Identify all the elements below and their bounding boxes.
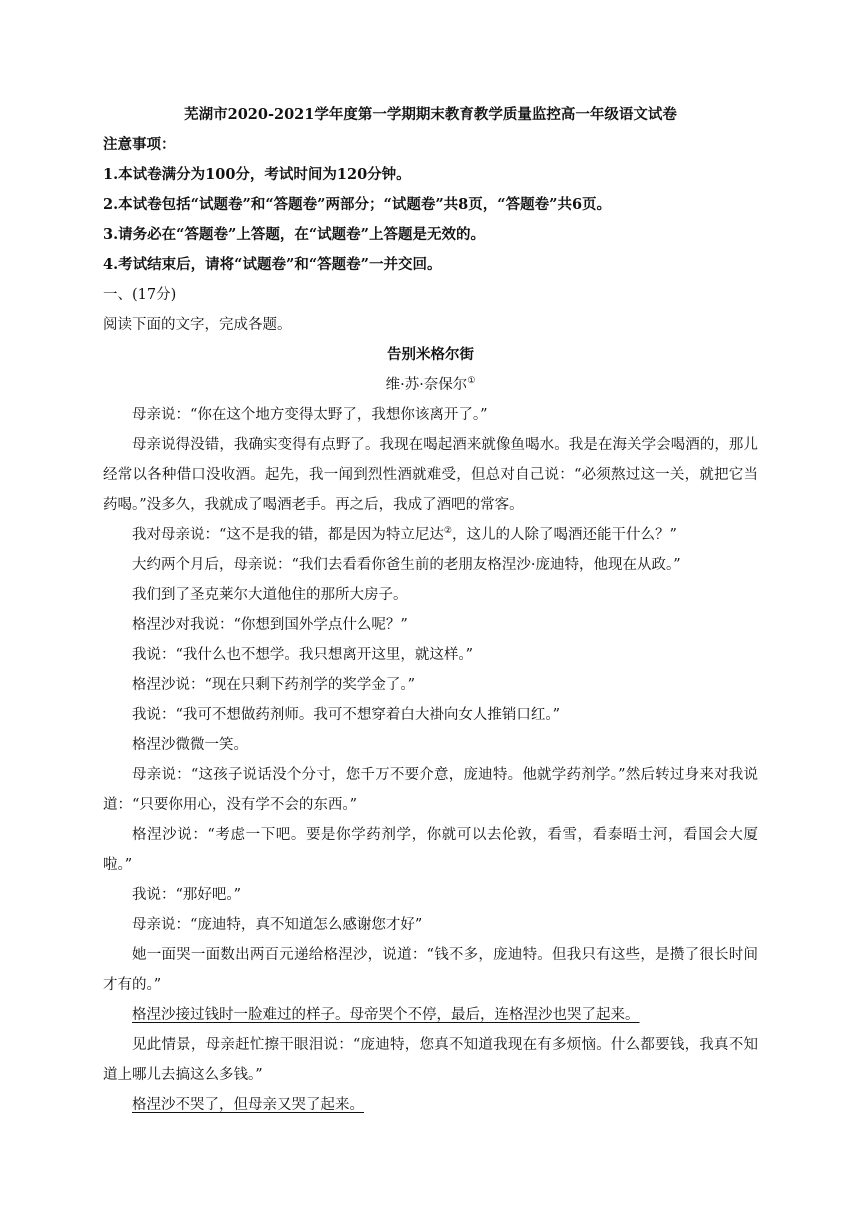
note-item: 1.本试卷满分为100分，考试时间为120分钟。 <box>103 166 411 183</box>
exam-title: 芜湖市2020-2021学年度第一学期期末教育教学质量监控高一年级语文试卷 <box>184 106 677 123</box>
page-content <box>103 100 758 1120</box>
story-paragraph: 格涅沙对我说：“你想到国外学点什么呢？” <box>132 617 408 633</box>
story-title: 告别米格尔街 <box>387 346 474 363</box>
note-item: 4.考试结束后，请将“试题卷”和“答题卷”一并交回。 <box>103 256 442 273</box>
story-paragraph: 母亲说：“这孩子说话没个分寸，您千万不要介意，庞迪特。他就学药剂学。”然后转过身来对我说道：“只要你用心，没有学不会的东西。” <box>103 767 758 813</box>
story-paragraph: 母亲说：“你在这个地方变得太野了，我想你该离开了。” <box>132 407 488 423</box>
story-paragraph: 母亲说得没错，我确实变得有点野了。我现在喝起酒来就像鱼喝水。我是在海关学会喝酒的，那儿经常以各种借口没收酒。起先，我一闻到烈性酒就难受，但总对自己说：“必须熬过这一关，就把它当药喝。”没多久，我就成了喝酒老手。再之后，我成了酒吧的常客。 <box>103 437 758 513</box>
story-paragraph: 我说：“那好吧。” <box>132 887 242 903</box>
paragraph-text: ，这儿的人除了喝酒还能干什么？” <box>452 527 677 543</box>
story-paragraph: 格涅沙微微一笑。 <box>132 737 248 753</box>
author-name: 维·苏·奈保尔 <box>385 377 468 393</box>
note-item: 3.请务必在“答题卷”上答题，在“试题卷”上答题是无效的。 <box>103 226 485 243</box>
story-paragraph: 大约两个月后，母亲说：“我们去看看你爸生前的老朋友格涅沙·庞迪特，他现在从政。” <box>132 557 681 573</box>
story-paragraph: 我说：“我可不想做药剂师。我可不想穿着白大褂向女人推销口红。” <box>132 707 561 723</box>
note-item: 2.本试卷包括“试题卷”和“答题卷”两部分；“试题卷”共8页，“答题卷”共6页。 <box>103 196 612 213</box>
story-paragraph: 我说：“我什么也不想学。我只想离开这里，就这样。” <box>132 647 474 663</box>
underlined-sentence: 格涅沙接过钱时一脸难过的样子。母帝哭个不停，最后，连格涅沙也哭了起来。 <box>132 1007 640 1023</box>
story-paragraph: 母亲说：“庞迪特，真不知道怎么感谢您才好” <box>132 917 423 933</box>
story-paragraph <box>103 1000 758 1030</box>
footnote-marker: ② <box>443 526 452 537</box>
story-paragraph <box>103 520 758 550</box>
underlined-sentence: 格涅沙不哭了，但母亲又哭了起来。 <box>132 1097 364 1113</box>
story-paragraph: 我们到了圣克莱尔大道他住的那所大房子。 <box>132 587 408 603</box>
footnote-marker: ① <box>467 376 476 387</box>
story-paragraph: 格涅沙说：“考虑一下吧。要是你学药剂学，你就可以去伦敦，看雪，看泰晤士河，看国会大厦啦。” <box>103 827 758 873</box>
notes-heading: 注意事项： <box>103 136 176 153</box>
story-paragraph <box>103 1090 758 1120</box>
section-heading: 一、(17分) <box>103 287 177 303</box>
story-paragraph: 她一面哭一面数出两百元递给格涅沙，说道：“钱不多，庞迪特。但我只有这些，是攒了很长时间才有的。” <box>103 947 758 993</box>
story-paragraph: 格涅沙说：“现在只剩下药剂学的奖学金了。” <box>132 677 416 693</box>
story-paragraph: 见此情景，母亲赶忙擦干眼泪说：“庞迪特，您真不知道我现在有多烦恼。什么都要钱，我真不知道上哪儿去搞这么多钱。” <box>103 1037 758 1083</box>
story-author <box>103 370 758 400</box>
reading-instruction: 阅读下面的文字，完成各题。 <box>103 317 292 333</box>
paragraph-text: 我对母亲说：“这不是我的错，都是因为特立尼达 <box>132 527 444 543</box>
